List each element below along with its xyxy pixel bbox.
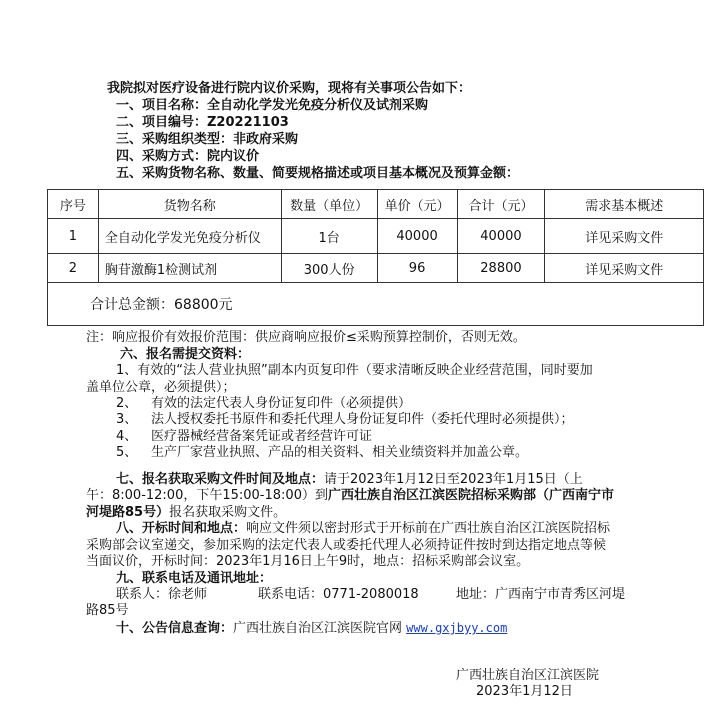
cell-quantity: 300人份 bbox=[281, 254, 377, 283]
section7-place-cont: 河堤路85号） bbox=[86, 505, 170, 520]
section10-line bbox=[116, 619, 507, 638]
project-number: 二、项目编号：Z20221103 bbox=[116, 115, 289, 130]
cell-unit-price: 40000 bbox=[377, 219, 457, 254]
section8-line2: 采购部会议室递交，参加采购的法定代表人或委托代理人必须持证件按时到达指定地点等候 bbox=[86, 538, 607, 553]
project-name: 一、项目名称：全自动化学发光免疫分析仪及试剂采购 bbox=[116, 98, 429, 113]
signature-date: 2023年1月12日 bbox=[476, 684, 573, 699]
cell-unit-price: 96 bbox=[377, 254, 457, 283]
contact-address-cont: 路85号 bbox=[86, 603, 129, 618]
section6-item4-num: 4、 bbox=[116, 429, 138, 444]
header-goods-name: 货物名称 bbox=[98, 190, 281, 219]
section7-end: 报名获取采购文件。 bbox=[169, 505, 287, 520]
procurement-table bbox=[47, 189, 704, 326]
header-total: 合计（元） bbox=[457, 190, 545, 219]
procurement-method: 四、采购方式：院内议价 bbox=[116, 149, 260, 164]
section8-title: 八、开标时间和地点： bbox=[116, 521, 247, 536]
section7-line2 bbox=[86, 487, 614, 505]
table-row bbox=[48, 254, 704, 283]
section9-title: 九、联系电话及通讯地址： bbox=[116, 571, 273, 586]
cell-index: 2 bbox=[48, 254, 99, 283]
cell-total: 28800 bbox=[457, 254, 545, 283]
section8-text: 响应文件须以密封形式于开标前在广西壮族自治区江滨医院招标 bbox=[246, 521, 611, 536]
section8-line1 bbox=[116, 520, 610, 538]
intro-text: 我院拟对医疗设备进行院内议价采购，现将有关事项公告如下： bbox=[107, 81, 472, 96]
section6-item5: 生产厂家营业执照、产品的相关资料、相关业绩资料并加盖公章。 bbox=[151, 445, 529, 460]
goods-section-title: 五、采购货物名称、数量、简要规格描述或项目基本概况及预算金额： bbox=[116, 166, 520, 181]
header-quantity: 数量（单位） bbox=[281, 190, 377, 219]
section7-text: 请于2023年1月12日至2023年1月15日（上 bbox=[324, 472, 583, 487]
contact-phone: 联系电话：0771-2080018 bbox=[258, 587, 419, 602]
hospital-website-link[interactable]: www.gxjbyy.com bbox=[406, 621, 508, 635]
table-header-row bbox=[48, 190, 704, 219]
section6-item5-num: 5、 bbox=[116, 445, 138, 460]
procurement-org-type: 三、采购组织类型：非政府采购 bbox=[116, 132, 299, 147]
section6-item3: 法人授权委托书原件和委托代理人身份证复印件（委托代理时必须提供）； bbox=[151, 412, 574, 427]
section6-item3-num: 3、 bbox=[116, 412, 138, 427]
signature-org: 广西壮族自治区江滨医院 bbox=[456, 668, 600, 683]
section6-item1-cont: 盖单位公章，必须提供）； bbox=[86, 380, 236, 395]
cell-goods-name: 全自动化学发光免疫分析仪 bbox=[98, 219, 281, 254]
section7-title: 七、报名获取采购文件时间及地点： bbox=[116, 472, 325, 487]
section10-title: 十、公告信息查询： bbox=[116, 621, 234, 636]
header-requirement: 需求基本概述 bbox=[545, 190, 704, 219]
section8-line3: 当面议价，开标时间：2023年1月16日上午9时，地点：招标采购部会议室。 bbox=[86, 554, 530, 569]
section10-text: 广西壮族自治区江滨医院官网 bbox=[233, 621, 403, 636]
section6-item4: 医疗器械经营备案凭证或者经营许可证 bbox=[151, 429, 373, 444]
contact-address: 地址：广西南宁市青秀区河堤 bbox=[456, 587, 626, 602]
section6-item2: 有效的法定代表人身份证复印件（必须提供） bbox=[151, 396, 412, 411]
section6-item2-num: 2、 bbox=[116, 396, 138, 411]
cell-requirement: 详见采购文件 bbox=[545, 219, 704, 254]
section6-item1: 1、有效的“法人营业执照”副本内页复印件（要求清晰反映企业经营范围，同时要加 bbox=[116, 363, 593, 378]
cell-requirement: 详见采购文件 bbox=[545, 254, 704, 283]
section7-place: 广西壮族自治区江滨医院招标采购部（广西南宁市 bbox=[327, 488, 614, 503]
table-total-row bbox=[48, 283, 704, 326]
contact-person: 联系人：徐老师 bbox=[116, 587, 208, 602]
cell-goods-name: 胸苷激酶1检测试剂 bbox=[98, 254, 281, 283]
cell-quantity: 1台 bbox=[281, 219, 377, 254]
header-index: 序号 bbox=[48, 190, 99, 219]
total-amount: 合计总金额：68800元 bbox=[48, 283, 704, 326]
cell-total: 40000 bbox=[457, 219, 545, 254]
cell-index: 1 bbox=[48, 219, 99, 254]
section7-time: 午：8:00-12:00，下午15:00-18:00）到 bbox=[86, 488, 328, 503]
table-row bbox=[48, 219, 704, 254]
price-note: 注：响应报价有效报价范围：供应商响应报价≤采购预算控制价，否则无效。 bbox=[86, 330, 526, 345]
section6-title: 六、报名需提交资料： bbox=[120, 347, 251, 362]
header-unit-price: 单价（元） bbox=[377, 190, 457, 219]
